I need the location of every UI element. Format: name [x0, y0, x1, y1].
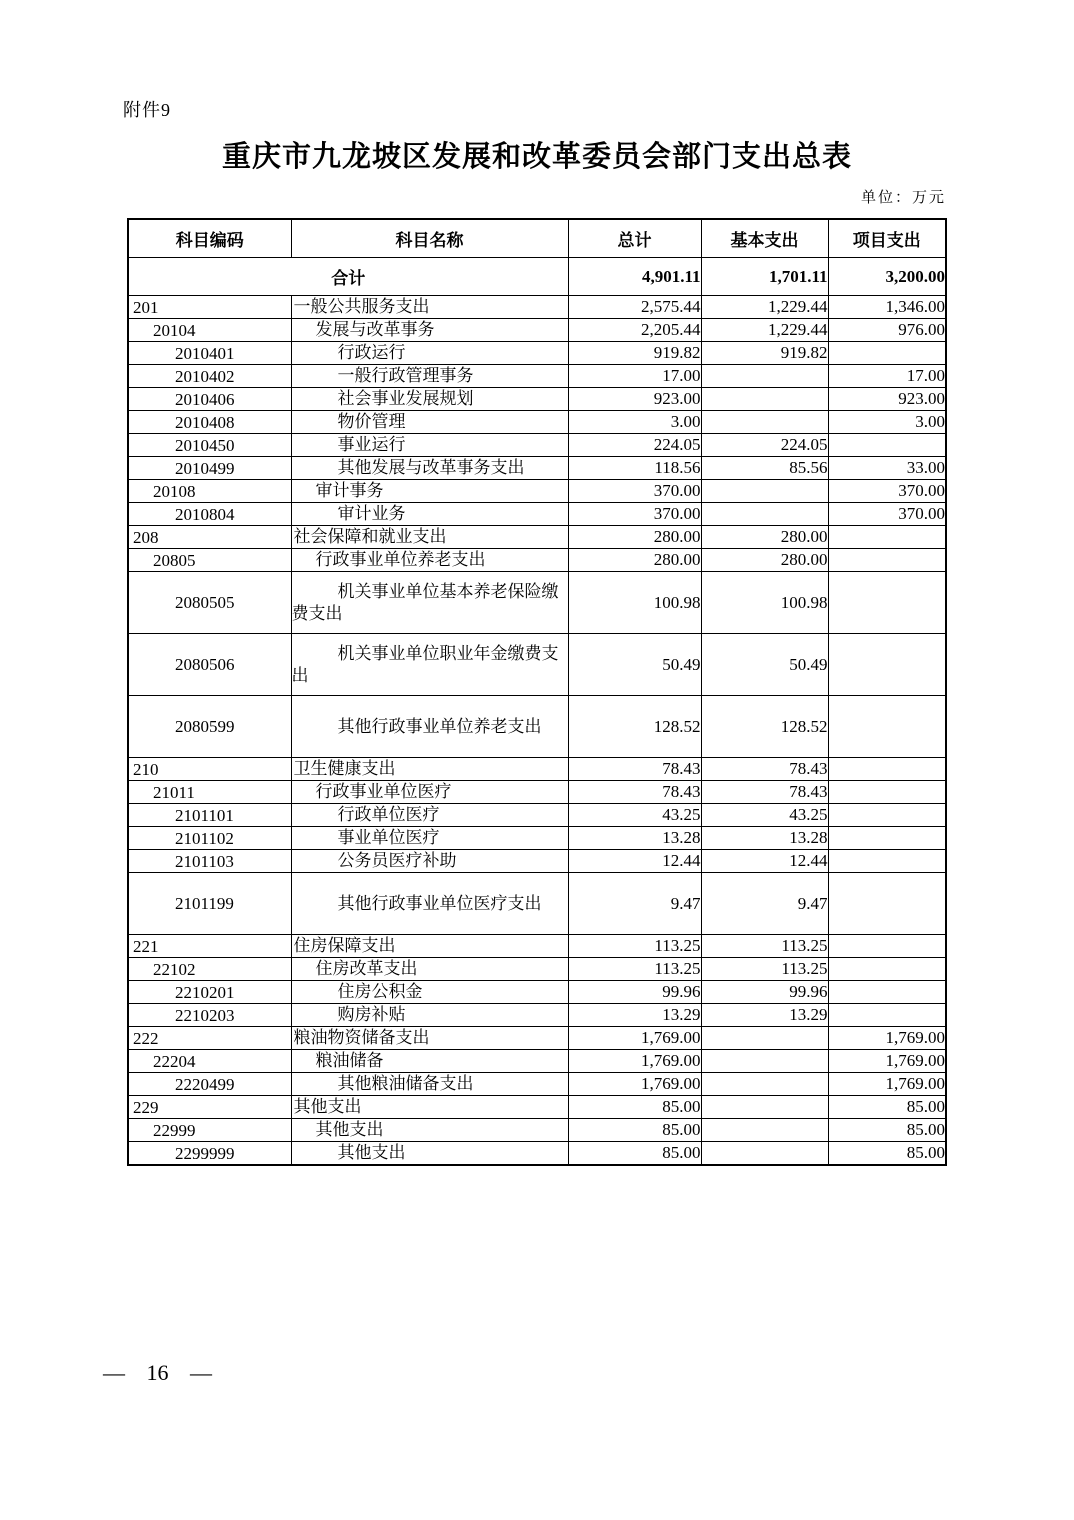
table-row [128, 981, 946, 1004]
total-cell: 280.00 [568, 549, 701, 572]
table-row [128, 549, 946, 572]
subject-name-cell: 公务员医疗补助 [291, 850, 568, 873]
table-row [128, 935, 946, 958]
project-cell [828, 549, 946, 572]
grand-total-total: 4,901.11 [568, 258, 701, 296]
subject-name-cell: 行政单位医疗 [291, 804, 568, 827]
table-row [128, 1050, 946, 1073]
project-cell [828, 781, 946, 804]
project-cell [828, 434, 946, 457]
subject-name-cell: 其他行政事业单位医疗支出 [291, 873, 568, 935]
subject-code-cell: 2010401 [128, 342, 291, 365]
header-subject-name: 科目名称 [291, 219, 568, 258]
basic-cell: 113.25 [701, 935, 828, 958]
basic-cell: 43.25 [701, 804, 828, 827]
total-cell: 1,769.00 [568, 1050, 701, 1073]
subject-code-cell: 222 [128, 1027, 291, 1050]
basic-cell [701, 365, 828, 388]
total-cell: 12.44 [568, 850, 701, 873]
table-row [128, 804, 946, 827]
table-row [128, 526, 946, 549]
total-cell: 9.47 [568, 873, 701, 935]
subject-code-cell: 2010450 [128, 434, 291, 457]
basic-cell: 100.98 [701, 572, 828, 634]
basic-cell [701, 388, 828, 411]
project-cell: 3.00 [828, 411, 946, 434]
header-total: 总计 [568, 219, 701, 258]
grand-total-basic: 1,701.11 [701, 258, 828, 296]
basic-cell: 9.47 [701, 873, 828, 935]
project-cell [828, 634, 946, 696]
subject-name-cell: 其他行政事业单位养老支出 [291, 696, 568, 758]
subject-name-cell: 其他支出 [291, 1142, 568, 1166]
table-row [128, 572, 946, 634]
project-cell: 923.00 [828, 388, 946, 411]
subject-code-cell: 20805 [128, 549, 291, 572]
project-cell: 370.00 [828, 480, 946, 503]
basic-cell: 78.43 [701, 758, 828, 781]
subject-code-cell: 2010499 [128, 457, 291, 480]
basic-cell: 1,229.44 [701, 296, 828, 319]
table-row [128, 873, 946, 935]
subject-code-cell: 2101102 [128, 827, 291, 850]
subject-code-cell: 2101103 [128, 850, 291, 873]
subject-name-cell: 粮油物资储备支出 [291, 1027, 568, 1050]
table-row [128, 365, 946, 388]
subject-name-cell: 粮油储备 [291, 1050, 568, 1073]
table-row [128, 503, 946, 526]
project-cell: 370.00 [828, 503, 946, 526]
project-cell [828, 935, 946, 958]
total-cell: 50.49 [568, 634, 701, 696]
table-row [128, 781, 946, 804]
project-cell [828, 850, 946, 873]
table-row [128, 296, 946, 319]
total-cell: 280.00 [568, 526, 701, 549]
basic-cell: 13.28 [701, 827, 828, 850]
project-cell: 85.00 [828, 1119, 946, 1142]
header-project: 项目支出 [828, 219, 946, 258]
total-cell: 113.25 [568, 935, 701, 958]
table-row [128, 1142, 946, 1166]
subject-name-cell: 其他粮油储备支出 [291, 1073, 568, 1096]
total-cell: 1,769.00 [568, 1027, 701, 1050]
unit-note: 单位：万元 [860, 190, 946, 206]
subject-name-cell: 住房保障支出 [291, 935, 568, 958]
subject-name-cell: 机关事业单位职业年金缴费支出 [291, 634, 568, 696]
basic-cell [701, 503, 828, 526]
subject-name-cell: 其他支出 [291, 1119, 568, 1142]
page-number: — 16 — [103, 1360, 212, 1385]
table-row [128, 1119, 946, 1142]
basic-cell [701, 1096, 828, 1119]
table-header [128, 219, 946, 258]
subject-code-cell: 201 [128, 296, 291, 319]
grand-total-project: 3,200.00 [828, 258, 946, 296]
project-cell [828, 981, 946, 1004]
subject-code-cell: 229 [128, 1096, 291, 1119]
subject-code-cell: 2220499 [128, 1073, 291, 1096]
project-cell: 1,769.00 [828, 1027, 946, 1050]
project-cell [828, 572, 946, 634]
project-cell [828, 958, 946, 981]
subject-code-cell: 2210201 [128, 981, 291, 1004]
table-row [128, 480, 946, 503]
attachment-label: 附件9 [123, 100, 171, 120]
total-cell: 43.25 [568, 804, 701, 827]
basic-cell: 128.52 [701, 696, 828, 758]
subject-code-cell: 2010804 [128, 503, 291, 526]
subject-name-cell: 一般公共服务支出 [291, 296, 568, 319]
subject-code-cell: 2080599 [128, 696, 291, 758]
basic-cell: 99.96 [701, 981, 828, 1004]
basic-cell: 50.49 [701, 634, 828, 696]
basic-cell: 224.05 [701, 434, 828, 457]
project-cell: 1,769.00 [828, 1050, 946, 1073]
total-cell: 923.00 [568, 388, 701, 411]
total-cell: 99.96 [568, 981, 701, 1004]
header-basic: 基本支出 [701, 219, 828, 258]
table-row [128, 1073, 946, 1096]
project-cell: 1,769.00 [828, 1073, 946, 1096]
project-cell [828, 526, 946, 549]
table-row [128, 319, 946, 342]
total-cell: 78.43 [568, 758, 701, 781]
grand-total-label: 合计 [128, 258, 568, 296]
subject-name-cell: 机关事业单位基本养老保险缴费支出 [291, 572, 568, 634]
subject-code-cell: 2080506 [128, 634, 291, 696]
basic-cell [701, 1027, 828, 1050]
subject-code-cell: 2101101 [128, 804, 291, 827]
subject-code-cell: 210 [128, 758, 291, 781]
subject-code-cell: 22204 [128, 1050, 291, 1073]
table-body [128, 258, 946, 1166]
project-cell: 33.00 [828, 457, 946, 480]
total-cell: 85.00 [568, 1142, 701, 1166]
project-cell [828, 1004, 946, 1027]
basic-cell [701, 411, 828, 434]
subject-name-cell: 发展与改革事务 [291, 319, 568, 342]
page-title: 重庆市九龙坡区发展和改革委员会部门支出总表 [221, 141, 852, 173]
project-cell: 976.00 [828, 319, 946, 342]
subject-name-cell: 住房改革支出 [291, 958, 568, 981]
subject-code-cell: 22999 [128, 1119, 291, 1142]
subject-name-cell: 卫生健康支出 [291, 758, 568, 781]
subject-code-cell: 2010408 [128, 411, 291, 434]
subject-code-cell: 20108 [128, 480, 291, 503]
project-cell [828, 873, 946, 935]
project-cell [828, 342, 946, 365]
total-cell: 17.00 [568, 365, 701, 388]
subject-code-cell: 22102 [128, 958, 291, 981]
total-cell: 85.00 [568, 1096, 701, 1119]
subject-code-cell: 2299999 [128, 1142, 291, 1166]
project-cell: 85.00 [828, 1142, 946, 1166]
subject-name-cell: 其他发展与改革事务支出 [291, 457, 568, 480]
total-cell: 1,769.00 [568, 1073, 701, 1096]
basic-cell: 919.82 [701, 342, 828, 365]
subject-name-cell: 审计业务 [291, 503, 568, 526]
total-cell: 13.28 [568, 827, 701, 850]
basic-cell [701, 480, 828, 503]
subject-name-cell: 行政事业单位养老支出 [291, 549, 568, 572]
subject-name-cell: 行政运行 [291, 342, 568, 365]
table-row [128, 388, 946, 411]
project-cell [828, 804, 946, 827]
total-cell: 2,205.44 [568, 319, 701, 342]
basic-cell: 280.00 [701, 549, 828, 572]
basic-cell [701, 1142, 828, 1166]
subject-name-cell: 物价管理 [291, 411, 568, 434]
table-row [128, 634, 946, 696]
project-cell [828, 758, 946, 781]
basic-cell: 280.00 [701, 526, 828, 549]
subject-code-cell: 2010402 [128, 365, 291, 388]
header-subject-code: 科目编码 [128, 219, 291, 258]
expenditure-table [127, 218, 947, 1166]
subject-code-cell: 2010406 [128, 388, 291, 411]
basic-cell: 78.43 [701, 781, 828, 804]
subject-name-cell: 事业单位医疗 [291, 827, 568, 850]
basic-cell: 85.56 [701, 457, 828, 480]
total-cell: 370.00 [568, 480, 701, 503]
table-row [128, 1027, 946, 1050]
subject-name-cell: 社会保障和就业支出 [291, 526, 568, 549]
header-row [128, 219, 946, 258]
total-cell: 118.56 [568, 457, 701, 480]
subject-name-cell: 其他支出 [291, 1096, 568, 1119]
table-row [128, 411, 946, 434]
basic-cell: 1,229.44 [701, 319, 828, 342]
subject-name-cell: 住房公积金 [291, 981, 568, 1004]
total-cell: 2,575.44 [568, 296, 701, 319]
basic-cell [701, 1073, 828, 1096]
project-cell: 85.00 [828, 1096, 946, 1119]
grand-total-row [128, 258, 946, 296]
total-cell: 370.00 [568, 503, 701, 526]
table-row [128, 850, 946, 873]
total-cell: 919.82 [568, 342, 701, 365]
table-row [128, 1004, 946, 1027]
basic-cell: 12.44 [701, 850, 828, 873]
basic-cell: 113.25 [701, 958, 828, 981]
basic-cell: 13.29 [701, 1004, 828, 1027]
table-row [128, 1096, 946, 1119]
subject-code-cell: 221 [128, 935, 291, 958]
subject-code-cell: 21011 [128, 781, 291, 804]
total-cell: 100.98 [568, 572, 701, 634]
basic-cell [701, 1050, 828, 1073]
table-row [128, 827, 946, 850]
subject-code-cell: 2101199 [128, 873, 291, 935]
project-cell [828, 696, 946, 758]
table-row [128, 434, 946, 457]
total-cell: 224.05 [568, 434, 701, 457]
table-row [128, 342, 946, 365]
subject-name-cell: 社会事业发展规划 [291, 388, 568, 411]
total-cell: 13.29 [568, 1004, 701, 1027]
subject-code-cell: 2080505 [128, 572, 291, 634]
total-cell: 3.00 [568, 411, 701, 434]
subject-code-cell: 20104 [128, 319, 291, 342]
total-cell: 128.52 [568, 696, 701, 758]
basic-cell [701, 1119, 828, 1142]
total-cell: 78.43 [568, 781, 701, 804]
subject-name-cell: 行政事业单位医疗 [291, 781, 568, 804]
subject-name-cell: 购房补贴 [291, 1004, 568, 1027]
subject-code-cell: 2210203 [128, 1004, 291, 1027]
subject-name-cell: 审计事务 [291, 480, 568, 503]
subject-name-cell: 一般行政管理事务 [291, 365, 568, 388]
project-cell: 17.00 [828, 365, 946, 388]
project-cell: 1,346.00 [828, 296, 946, 319]
table-row [128, 457, 946, 480]
table-row [128, 758, 946, 781]
total-cell: 113.25 [568, 958, 701, 981]
total-cell: 85.00 [568, 1119, 701, 1142]
table-row [128, 958, 946, 981]
subject-code-cell: 208 [128, 526, 291, 549]
subject-name-cell: 事业运行 [291, 434, 568, 457]
project-cell [828, 827, 946, 850]
table-row [128, 696, 946, 758]
